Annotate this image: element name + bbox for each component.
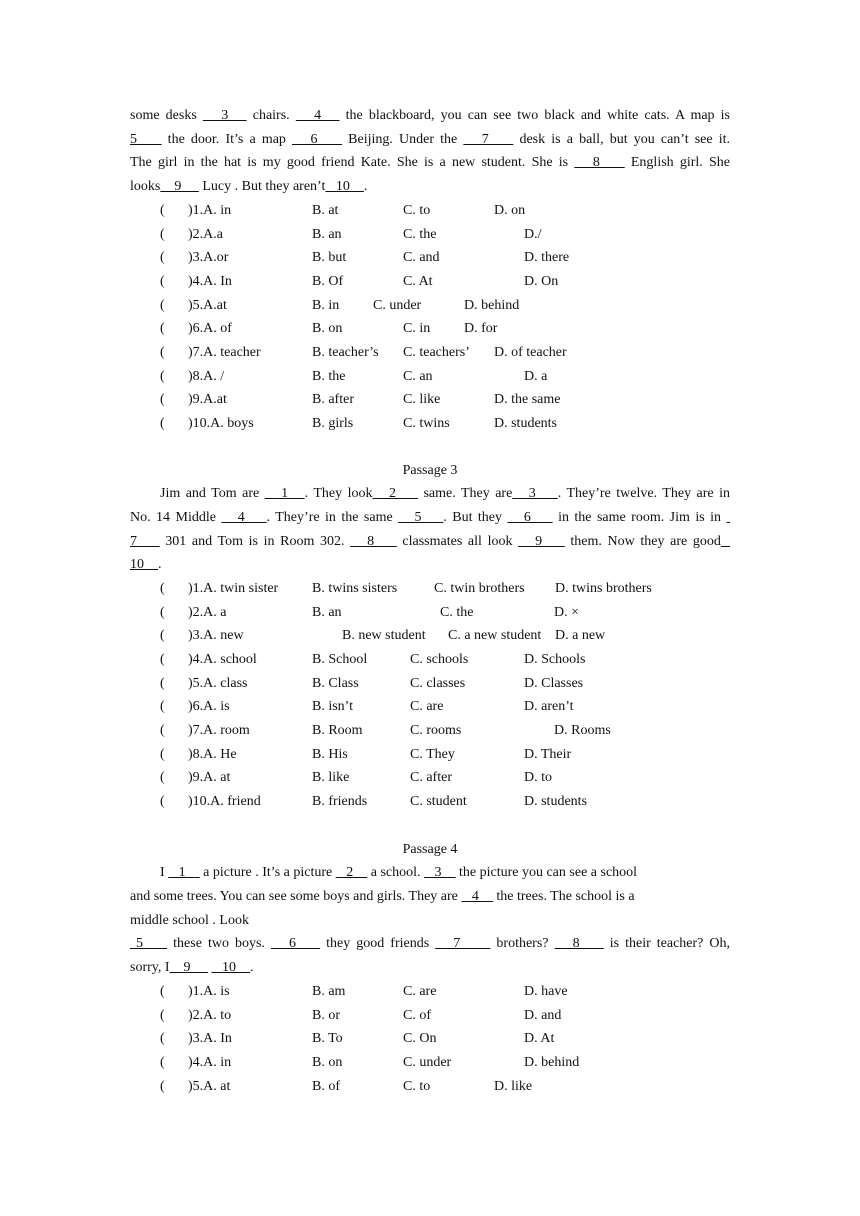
answer-bracket: ( bbox=[160, 984, 165, 999]
answer-bracket: ( bbox=[160, 675, 165, 691]
passage4-title: Passage 4 bbox=[402, 842, 458, 857]
passage-text: Jim and Tom are bbox=[160, 486, 265, 501]
question-row bbox=[160, 1031, 760, 1047]
option-d: D. × bbox=[554, 604, 580, 620]
answer-bracket: ( bbox=[160, 297, 165, 313]
question-row bbox=[160, 227, 760, 243]
answer-bracket: ( bbox=[160, 652, 165, 667]
option-c: C. under bbox=[373, 297, 422, 313]
option-d: D. Schools bbox=[524, 652, 586, 667]
answer-blank: 2 bbox=[335, 865, 368, 880]
option-b: B. or bbox=[312, 1007, 340, 1023]
question-row bbox=[160, 652, 760, 668]
question-row bbox=[160, 676, 760, 692]
question-row bbox=[160, 250, 760, 266]
option-d: D. Rooms bbox=[554, 723, 611, 739]
passage2-line-3 bbox=[130, 155, 730, 171]
answer-blank: 10 bbox=[130, 557, 158, 572]
option-d: D. and bbox=[524, 1007, 562, 1023]
passage4-line-5 bbox=[130, 960, 730, 976]
option-a: )8.A. / bbox=[188, 368, 225, 384]
passage-text: the blackboard, you can see two black and white cats. A map is bbox=[339, 108, 731, 123]
passage-text: brothers? bbox=[490, 936, 555, 951]
option-c: C. twins bbox=[403, 416, 450, 432]
passage-text: middle school . Look bbox=[130, 913, 249, 928]
option-d: D. Their bbox=[524, 746, 572, 762]
option-b: B. girls bbox=[312, 416, 354, 432]
option-b: B. To bbox=[312, 1031, 343, 1047]
answer-blank: 10 bbox=[211, 960, 251, 975]
passage-text: some desks bbox=[130, 108, 203, 123]
answer-bracket: ( bbox=[160, 321, 165, 337]
passage-text: . bbox=[158, 557, 162, 572]
option-d: D. behind bbox=[464, 297, 520, 313]
answer-bracket: ( bbox=[160, 1007, 165, 1023]
option-b: B. Class bbox=[312, 675, 359, 691]
option-d: D. students bbox=[494, 416, 557, 432]
passage-text: sorry, I bbox=[130, 960, 170, 975]
option-b: B. the bbox=[312, 368, 346, 384]
option-a: )6.A. of bbox=[188, 321, 232, 337]
option-c: C. to bbox=[403, 203, 431, 218]
option-a: )1.A. is bbox=[188, 984, 230, 999]
passage-text: . But they bbox=[443, 510, 508, 525]
option-d: D. a bbox=[524, 368, 548, 384]
answer-bracket: ( bbox=[160, 274, 165, 289]
question-row bbox=[160, 369, 760, 385]
question-row bbox=[160, 984, 760, 1000]
option-d: D. have bbox=[524, 984, 568, 999]
option-a: )3.A.or bbox=[188, 250, 229, 266]
passage-text: Lucy . But they aren’t bbox=[198, 179, 326, 194]
passage-text: No. 14 Middle bbox=[130, 510, 222, 525]
option-c: C. rooms bbox=[410, 723, 462, 739]
passage2-line-1 bbox=[130, 108, 730, 124]
answer-blank: 5 bbox=[398, 510, 444, 525]
option-a: )4.A. in bbox=[188, 1055, 232, 1070]
question-row bbox=[160, 581, 760, 597]
passage-text: a picture . It’s a picture bbox=[199, 865, 336, 880]
answer-blank: 7 bbox=[130, 534, 160, 549]
option-a: )2.A. a bbox=[188, 604, 227, 620]
option-d: D. to bbox=[524, 770, 552, 786]
answer-blank: 1 bbox=[264, 486, 305, 501]
question-row bbox=[160, 747, 760, 763]
passage-text: same. They are bbox=[417, 486, 513, 501]
option-c: C. are bbox=[410, 699, 444, 715]
option-c: C. On bbox=[403, 1031, 437, 1047]
answer-bracket: ( bbox=[160, 250, 165, 266]
answer-blank bbox=[721, 534, 730, 549]
option-b: B. isn’t bbox=[312, 699, 353, 715]
option-d: D. a new bbox=[555, 628, 606, 644]
option-a: )1.A. twin sister bbox=[188, 581, 279, 596]
option-b: B. an bbox=[312, 226, 342, 242]
answer-bracket: ( bbox=[160, 226, 165, 242]
passage-text: I bbox=[160, 865, 169, 880]
option-a: )1.A. in bbox=[188, 203, 232, 218]
option-a: )9.A.at bbox=[188, 392, 227, 408]
answer-bracket: ( bbox=[160, 723, 165, 739]
option-b: B. at bbox=[312, 203, 339, 218]
answer-bracket: ( bbox=[160, 1031, 165, 1047]
option-c: C. the bbox=[403, 226, 437, 242]
answer-blank: 5 bbox=[130, 132, 162, 147]
option-a: )8.A. He bbox=[188, 746, 237, 762]
option-d: D. on bbox=[494, 203, 526, 218]
answer-blank: 2 bbox=[372, 486, 418, 501]
option-d: D. Classes bbox=[524, 675, 584, 691]
passage-text: classmates all look bbox=[396, 534, 519, 549]
option-b: B. am bbox=[312, 984, 346, 999]
answer-bracket: ( bbox=[160, 1078, 165, 1094]
answer-blank: 4 bbox=[221, 510, 267, 525]
question-row bbox=[160, 628, 760, 644]
option-b: B. School bbox=[312, 652, 368, 667]
answer-bracket: ( bbox=[160, 628, 165, 644]
passage-text: . They look bbox=[304, 486, 373, 501]
answer-bracket: ( bbox=[160, 699, 165, 715]
option-c: C. At bbox=[403, 274, 433, 289]
question-row bbox=[160, 1079, 760, 1095]
option-c: C. twin brothers bbox=[434, 581, 525, 596]
question-row bbox=[160, 203, 760, 219]
option-b: B. in bbox=[312, 297, 340, 313]
option-a: )6.A. is bbox=[188, 699, 230, 715]
option-b: B. but bbox=[312, 250, 347, 266]
question-row bbox=[160, 699, 760, 715]
passage-text: . bbox=[363, 179, 368, 194]
answer-blank: 6 bbox=[507, 510, 553, 525]
passage-text: . They’re in the same bbox=[266, 510, 399, 525]
passage2-line-4 bbox=[130, 179, 730, 195]
option-c: C. student bbox=[410, 794, 467, 810]
option-b: B. teacher’s bbox=[312, 345, 379, 361]
option-a: )5.A. at bbox=[188, 1078, 231, 1094]
option-c: C. They bbox=[410, 746, 455, 762]
option-c: C. schools bbox=[410, 652, 469, 667]
answer-bracket: ( bbox=[160, 368, 165, 384]
answer-blank: 7 bbox=[463, 132, 514, 147]
option-c: C. under bbox=[403, 1055, 452, 1070]
question-row bbox=[160, 794, 760, 810]
answer-blank: 8 bbox=[350, 534, 397, 549]
option-a: )7.A. teacher bbox=[188, 345, 261, 361]
option-b: B. after bbox=[312, 392, 354, 408]
option-d: D. At bbox=[524, 1031, 555, 1047]
answer-bracket: ( bbox=[160, 416, 165, 432]
answer-bracket: ( bbox=[160, 794, 165, 810]
passage3-line-2 bbox=[130, 510, 730, 526]
answer-bracket: ( bbox=[160, 203, 165, 218]
option-b: B. Of bbox=[312, 274, 344, 289]
answer-blank: 3 bbox=[424, 865, 456, 880]
answer-blank: 1 bbox=[168, 865, 200, 880]
option-b: B. Room bbox=[312, 723, 363, 739]
option-d: D. like bbox=[494, 1078, 533, 1094]
option-a: )5.A.at bbox=[188, 297, 227, 313]
option-a: )5.A. class bbox=[188, 675, 248, 691]
option-c: C. like bbox=[403, 392, 441, 408]
option-c: C. after bbox=[410, 770, 452, 786]
option-c: C. to bbox=[403, 1078, 431, 1094]
passage-text: the trees. The school is a bbox=[492, 889, 635, 904]
option-d: D. of teacher bbox=[494, 345, 567, 361]
option-a: )10.A. boys bbox=[188, 416, 254, 432]
option-a: )2.A. to bbox=[188, 1007, 232, 1023]
option-a: )3.A. new bbox=[188, 628, 244, 644]
answer-blank: 9 bbox=[169, 960, 209, 975]
answer-blank: 8 bbox=[554, 936, 604, 951]
passage-text: them. Now they are good bbox=[564, 534, 721, 549]
option-b: B. new student bbox=[342, 628, 426, 644]
answer-blank: 9 bbox=[160, 179, 199, 194]
passage-text: 301 and Tom is in Room 302. bbox=[159, 534, 351, 549]
answer-bracket: ( bbox=[160, 770, 165, 786]
answer-bracket: ( bbox=[160, 345, 165, 361]
passage-text: these two boys. bbox=[167, 936, 271, 951]
answer-blank: 4 bbox=[295, 108, 340, 123]
option-a: )9.A. at bbox=[188, 770, 231, 786]
option-a: )3.A. In bbox=[188, 1031, 232, 1047]
option-b: B. friends bbox=[312, 794, 368, 810]
answer-bracket: ( bbox=[160, 581, 165, 596]
passage3-line-1 bbox=[160, 486, 730, 502]
answer-blank: 4 bbox=[461, 889, 493, 904]
passage4-line-2 bbox=[130, 889, 730, 905]
option-d: D. behind bbox=[524, 1055, 580, 1070]
passage-text: English girl. She bbox=[624, 155, 730, 170]
passage-text: chairs. bbox=[246, 108, 296, 123]
option-b: B. like bbox=[312, 770, 350, 786]
passage-text: they good friends bbox=[320, 936, 436, 951]
option-c: C. are bbox=[403, 984, 437, 999]
question-row bbox=[160, 723, 760, 739]
passage-text: . bbox=[250, 960, 254, 975]
option-c: C. and bbox=[403, 250, 440, 266]
option-d: D. aren’t bbox=[524, 699, 574, 715]
option-c: C. in bbox=[403, 321, 431, 337]
question-row bbox=[160, 392, 760, 408]
option-c: C. of bbox=[403, 1007, 431, 1023]
answer-blank: 9 bbox=[518, 534, 565, 549]
option-a: )7.A. room bbox=[188, 723, 250, 739]
option-d: D./ bbox=[524, 226, 542, 242]
question-row bbox=[160, 321, 760, 337]
answer-blank: 7 bbox=[435, 936, 491, 951]
answer-bracket: ( bbox=[160, 604, 165, 620]
passage-text: looks bbox=[130, 179, 161, 194]
passage2-line-2 bbox=[130, 132, 730, 148]
option-b: B. on bbox=[312, 1055, 343, 1070]
option-a: )4.A. school bbox=[188, 652, 257, 667]
option-a: )2.A.a bbox=[188, 226, 223, 242]
option-a: )4.A. In bbox=[188, 274, 232, 289]
option-c: C. classes bbox=[410, 675, 466, 691]
answer-blank: 3 bbox=[512, 486, 558, 501]
option-b: B. of bbox=[312, 1078, 340, 1094]
question-row bbox=[160, 1055, 760, 1071]
option-a: )10.A. friend bbox=[188, 794, 261, 810]
question-row bbox=[160, 345, 760, 361]
passage4-line-4 bbox=[130, 936, 730, 952]
passage-text: the picture you can see a school bbox=[455, 865, 638, 880]
passage-text: The girl in the hat is my good friend Kate. She is a new student. She is bbox=[130, 155, 575, 170]
option-b: B. twins sisters bbox=[312, 581, 398, 596]
passage-text: and some trees. You can see some boys and girls. They are bbox=[130, 889, 462, 904]
option-d: D. there bbox=[524, 250, 570, 266]
passage4-line-3 bbox=[130, 913, 730, 929]
option-c: C. the bbox=[440, 604, 474, 620]
option-b: B. His bbox=[312, 746, 348, 762]
answer-bracket: ( bbox=[160, 1055, 165, 1070]
passage-text: the door. It’s a map bbox=[161, 132, 293, 147]
passage-text: is their teacher? Oh, bbox=[603, 936, 731, 951]
option-c: C. a new student bbox=[448, 628, 542, 644]
question-row bbox=[160, 274, 760, 290]
question-row bbox=[160, 416, 760, 432]
question-row bbox=[160, 298, 760, 314]
option-d: D. the same bbox=[494, 392, 561, 408]
passage-text: desk is a ball, but you can’t see it. bbox=[513, 132, 731, 147]
passage-text: Beijing. Under the bbox=[342, 132, 464, 147]
passage-text: a school. bbox=[367, 865, 424, 880]
option-d: D. On bbox=[524, 274, 559, 289]
answer-bracket: ( bbox=[160, 746, 165, 762]
answer-blank: 6 bbox=[292, 132, 343, 147]
passage-text: . They’re twelve. They are in bbox=[557, 486, 731, 501]
passage4-line-1 bbox=[160, 865, 730, 881]
answer-bracket: ( bbox=[160, 392, 165, 408]
option-d: D. for bbox=[464, 321, 498, 337]
answer-blank: 3 bbox=[202, 108, 247, 123]
passage3-title: Passage 3 bbox=[402, 463, 458, 478]
question-row bbox=[160, 1008, 760, 1024]
answer-blank: 5 bbox=[130, 936, 168, 951]
option-c: C. an bbox=[403, 368, 433, 384]
answer-blank: 6 bbox=[270, 936, 321, 951]
option-c: C. teachers’ bbox=[403, 345, 470, 361]
passage-text: in the same room. Jim is in bbox=[552, 510, 727, 525]
passage3-line-4 bbox=[130, 557, 730, 573]
option-d: D. twins brothers bbox=[555, 581, 652, 596]
answer-blank: 8 bbox=[574, 155, 625, 170]
question-row bbox=[160, 605, 760, 621]
option-d: D. students bbox=[524, 794, 587, 810]
question-row bbox=[160, 770, 760, 786]
option-b: B. on bbox=[312, 321, 343, 337]
option-b: B. an bbox=[312, 604, 342, 620]
answer-blank: 10 bbox=[325, 179, 364, 194]
passage3-line-3 bbox=[130, 534, 730, 550]
answer-blank bbox=[727, 510, 731, 525]
